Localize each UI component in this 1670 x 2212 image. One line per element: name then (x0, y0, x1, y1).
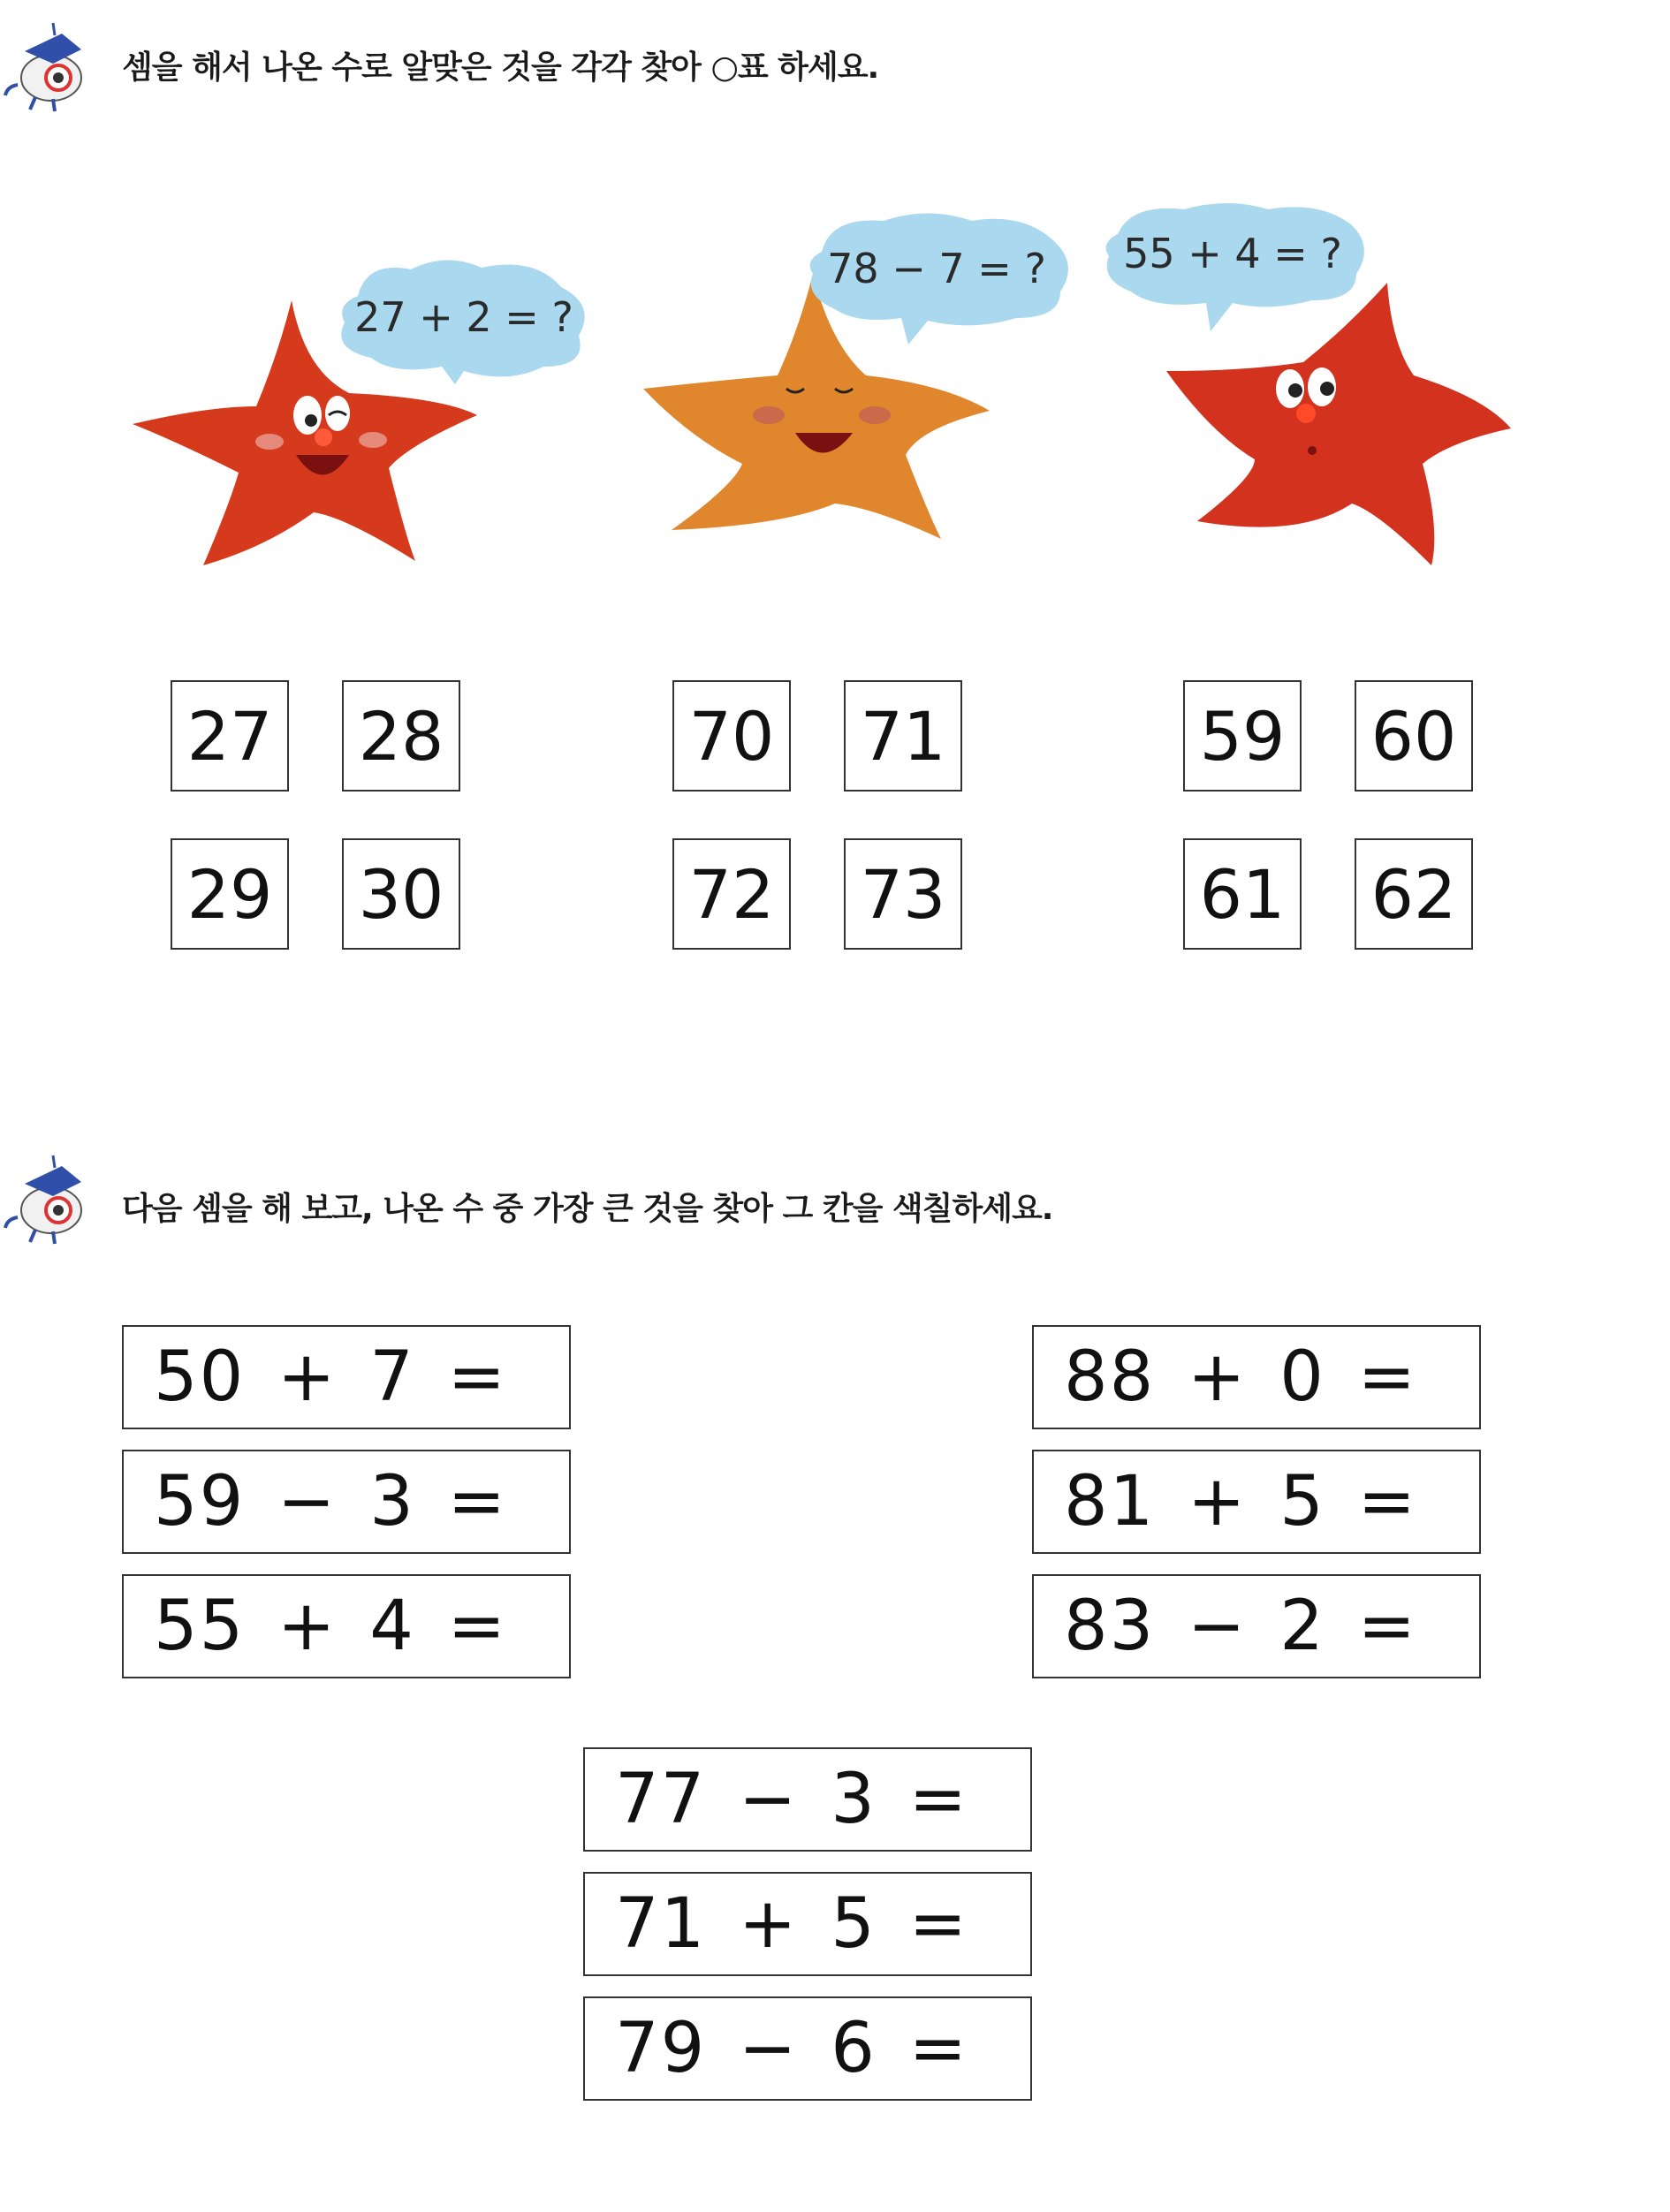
choice-box[interactable]: 71 (844, 680, 962, 792)
equation-box[interactable]: 59 − 3 = (122, 1450, 571, 1554)
choice-box[interactable]: 29 (171, 838, 289, 950)
equation-box[interactable]: 71 + 5 = (583, 1872, 1032, 1976)
choice-box[interactable]: 60 (1355, 680, 1473, 792)
mascot-icon (0, 16, 97, 113)
choice-box[interactable]: 30 (342, 838, 460, 950)
choice-box[interactable]: 62 (1355, 838, 1473, 950)
choice-box[interactable]: 28 (342, 680, 460, 792)
bubble-3-text: 55 + 4 = ? (1123, 230, 1342, 277)
equation-box[interactable]: 50 + 7 = (122, 1325, 571, 1429)
instruction-2: 다음 셈을 해 보고, 나온 수 중 가장 큰 것을 찾아 그 칸을 색칠하세요. (122, 1191, 1053, 1227)
equation-box[interactable]: 79 − 6 = (583, 1996, 1032, 2101)
equation-box[interactable]: 81 + 5 = (1032, 1450, 1481, 1554)
choice-box[interactable]: 59 (1183, 680, 1302, 792)
choice-box[interactable]: 27 (171, 680, 289, 792)
bubble-2-text: 78 − 7 = ? (827, 245, 1046, 292)
equation-box[interactable]: 88 + 0 = (1032, 1325, 1481, 1429)
choice-box[interactable]: 61 (1183, 838, 1302, 950)
instruction-1: 셈을 해서 나온 수로 알맞은 것을 각각 찾아 ○표 하세요. (122, 49, 879, 86)
choice-box[interactable]: 72 (672, 838, 791, 950)
equation-box[interactable]: 77 − 3 = (583, 1747, 1032, 1852)
equation-box[interactable]: 55 + 4 = (122, 1574, 571, 1678)
speech-bubble-2 (804, 208, 1078, 349)
speech-bubble-1 (331, 252, 596, 402)
bubble-1-text: 27 + 2 = ? (354, 293, 573, 341)
choice-box[interactable]: 70 (672, 680, 791, 792)
choice-box[interactable]: 73 (844, 838, 962, 950)
speech-bubble-3 (1100, 199, 1374, 340)
equation-box[interactable]: 83 − 2 = (1032, 1574, 1481, 1678)
mascot-icon (0, 1148, 97, 1246)
